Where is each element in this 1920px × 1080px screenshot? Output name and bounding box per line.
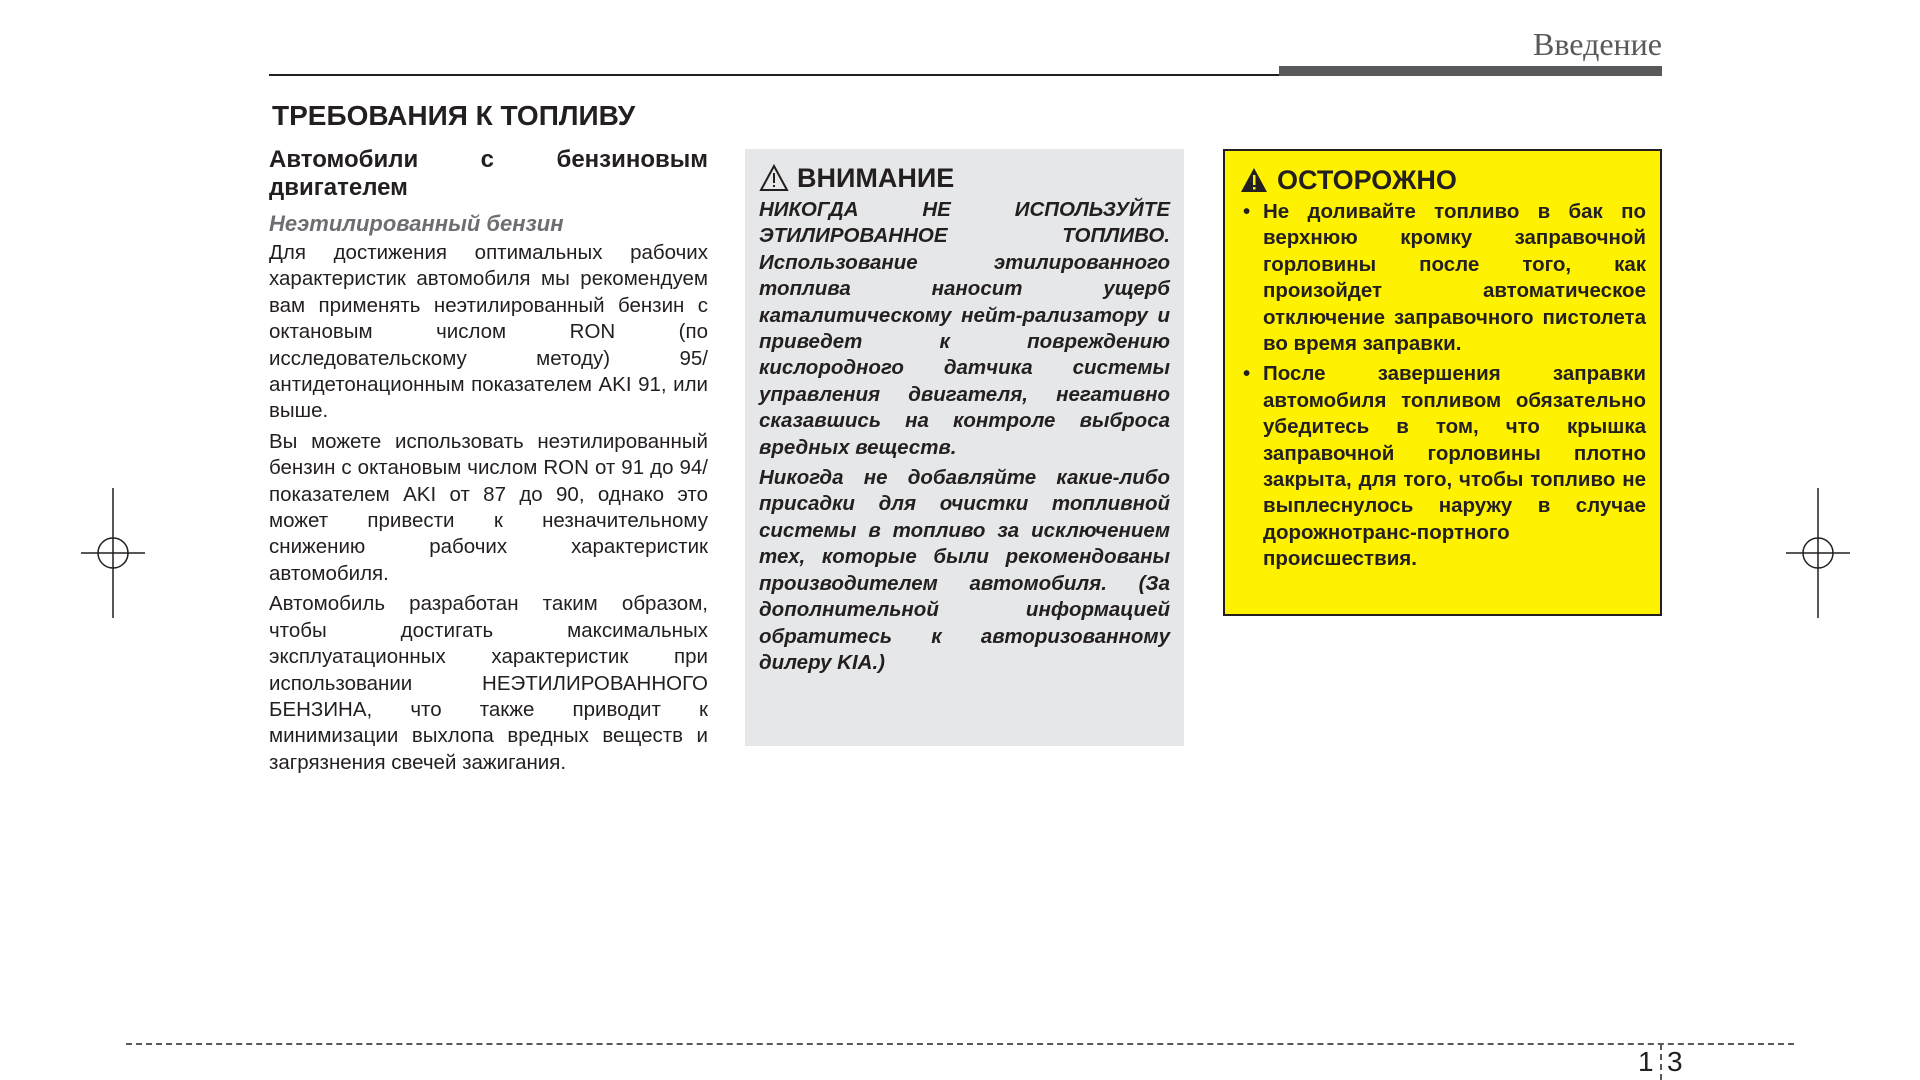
header-bar bbox=[1279, 66, 1662, 76]
registration-mark-icon bbox=[1786, 488, 1850, 618]
page-separator bbox=[1660, 1044, 1662, 1080]
paragraph: Автомобиль разработан таким образом, чтобы достигать максимальных эксплуатационных характеристик при использовании НЕЭТИЛИРОВАННОГО БЕНЗИНА, что также приводит к минимизации выхлопа вредных веществ и загрязнения свечей зажигания. bbox=[269, 592, 708, 774]
paragraph: Вы можете использовать неэтилированный бензин с октановым числом RON от 91 до 94/показателем AKI от 87 до 90, однако это может привести к незначительному снижению рабочих характеристик автомобиля. bbox=[269, 429, 708, 585]
heading: Автомобили с бензиновым двигателем bbox=[269, 146, 708, 201]
warning-box bbox=[745, 149, 1184, 746]
caution-box bbox=[1223, 149, 1662, 616]
registration-mark-icon bbox=[81, 488, 145, 618]
warning-triangle-icon bbox=[759, 164, 789, 192]
chapter-number: 1 bbox=[1638, 1046, 1654, 1077]
subheading: Неэтилированный бензин bbox=[269, 211, 564, 236]
list-item: • После завершения заправки автомобиля топливом обязательно убедитесь в том, что крышка заправочной горловины плотно закрыта, для того, чтобы топливо не выплеснулось наружу в случае дорожнотранс-портного происшествия. bbox=[1263, 361, 1646, 572]
caution-title: ОСТОРОЖНО bbox=[1277, 165, 1457, 195]
paragraph: Никогда не добавляйте какие-либо присадки для очистки топливной системы в топливо за исключением тех, которые были рекомендованы производителем автомобиля. (За дополнительной информацией обратитесь к авторизованному дилеру KIA.) bbox=[759, 466, 1170, 674]
list-item: • Не доливайте топливо в бак по верхнюю кромку заправочной горловины после того, как произойдет автоматическое отключение заправочного пистолета во время заправки. bbox=[1263, 199, 1646, 357]
page-number: 3 bbox=[1667, 1046, 1683, 1077]
section-title: Введение bbox=[1533, 26, 1662, 62]
caution-list bbox=[1239, 199, 1646, 573]
warning-header bbox=[759, 161, 1170, 195]
footer-rule bbox=[126, 1043, 1794, 1045]
page-title: ТРЕБОВАНИЯ К ТОПЛИВУ bbox=[272, 100, 636, 131]
warning-title: ВНИМАНИЕ bbox=[797, 163, 955, 193]
paragraph: НИКОГДА НЕ ИСПОЛЬЗУЙТЕ ЭТИЛИРОВАННОЕ ТОПЛИВО. Использование этилированного топлива наносит ущерб каталитическому нейт-рализатору и приведет к повреждению кислородного датчика системы управления двигателя, негативно сказавшись на контроле выброса вредных веществ. bbox=[759, 198, 1170, 459]
paragraph: Для достижения оптимальных рабочих характеристик автомобиля мы рекомендуем вам применять неэтилированный бензин с октановым числом RON (по исследовательскому методу) 95/антидетонационным показателем AKI 91, или выше. bbox=[269, 241, 708, 423]
left-column bbox=[269, 146, 708, 780]
caution-header bbox=[1239, 163, 1646, 197]
caution-triangle-icon bbox=[1239, 166, 1269, 194]
